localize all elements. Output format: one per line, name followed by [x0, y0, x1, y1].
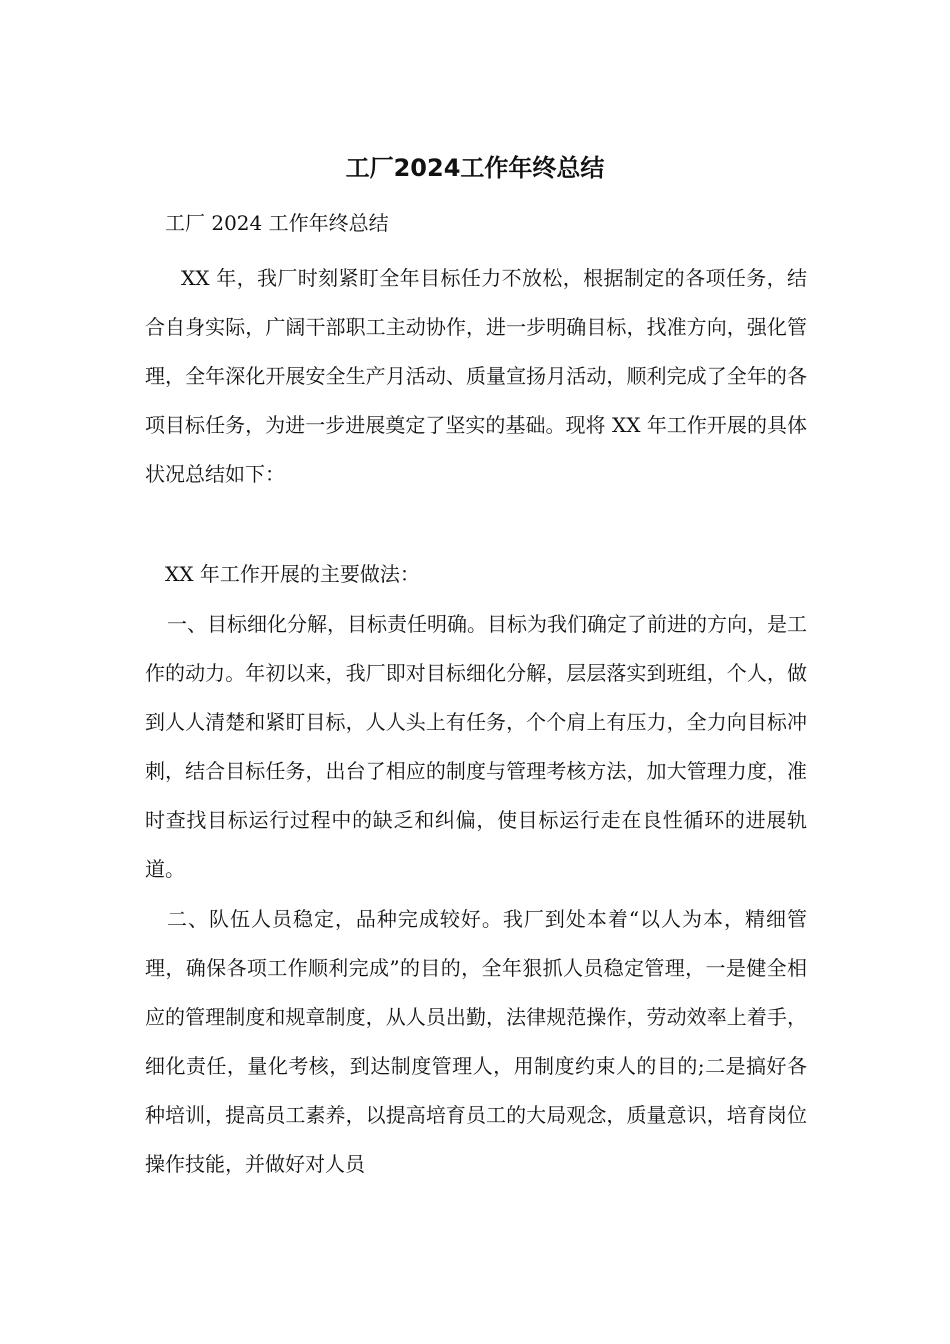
document-title: 工厂2024工作年终总结 — [345, 154, 605, 182]
paragraph-point-two: 二、队伍人员稳定，品种完成较好。我厂到处本着“以人为本，精细管理，确保各项工作顺利完成”的目的，全年狠抓人员稳定管理，一是健全相应的管理制度和规章制度，从人员出勤，法律规范操作，劳动效率上着手，细化责任，量化考核，到达制度管理人，用制度约束人的目的;二是搞好各种培训，提高员工素养，以提高培育员工的大局观念，质量意识，培育岗位操作技能，并做好对人员 — [145, 907, 807, 1176]
section-heading: XX 年工作开展的主要做法： — [165, 562, 420, 586]
paragraph-point-one: 一、目标细化分解，目标责任明确。目标为我们确定了前进的方向，是工作的动力。年初以来，我厂即对目标细化分解，层层落实到班组，个人，做到人人清楚和紧盯目标，人人头上有任务，个个肩上有压力，全力向目标冲刺，结合目标任务，出台了相应的制度与管理考核方法，加大管理力度，准时查找目标运行过程中的缺乏和纠偏，使目标运行走在良性循环的进展轨道。 — [145, 612, 807, 881]
paragraph-intro: XX 年，我厂时刻紧盯全年目标任力不放松，根据制定的各项任务，结合自身实际，广阔干部职工主动协作，进一步明确目标，找准方向，强化管理，全年深化开展安全生产月活动、质量宣扬月活动，顺利完成了全年的各项目标任务，为进一步进展奠定了坚实的基础。现将 XX 年工作开展的具体状况总结如下： — [145, 266, 807, 486]
document-subtitle: 工厂 2024 工作年终总结 — [165, 211, 389, 235]
